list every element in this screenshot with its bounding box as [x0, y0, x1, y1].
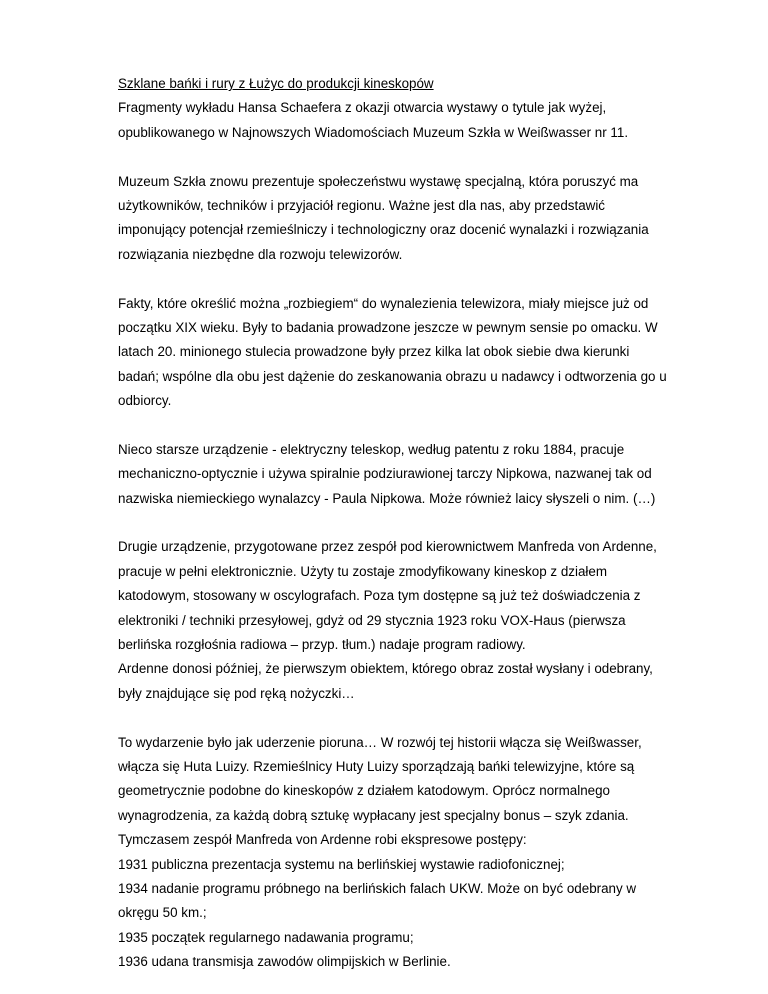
- paragraph-5-line: geometrycznie podobne do kineskopów z działem katodowym. Oprócz normalnego: [118, 783, 610, 799]
- paragraph-1-line: Muzeum Szkła znowu prezentuje społeczeństwu wystawę specjalną, która poruszyć ma: [118, 173, 639, 189]
- timeline-item: 1931 publiczna prezentacja systemu na berlińskiej wystawie radiofonicznej;: [118, 856, 565, 872]
- paragraph-2-line: badań; wspólne dla obu jest dążenie do zeskanowania obrazu u nadawcy i odtworzenia go u: [118, 368, 667, 384]
- paragraph-4-line: były znajdujące się pod ręką nożyczki…: [118, 685, 355, 701]
- paragraph-3-line: mechaniczno-optycznie i używa spiralnie podziurawionej tarczy Nipkowa, nazwanej tak od: [118, 466, 652, 482]
- timeline-item: 1936 udana transmisja zawodów olimpijskich w Berlinie.: [118, 954, 451, 970]
- paragraph-3-line: Nieco starsze urządzenie - elektryczny teleskop, według patentu z roku 1884, pracuje: [118, 441, 625, 457]
- timeline-item: okręgu 50 km.;: [118, 905, 207, 921]
- paragraph-gap: [118, 413, 678, 437]
- document-page: [118, 72, 678, 974]
- paragraph-2-line: odbiorcy.: [118, 393, 172, 409]
- paragraph-5-line: włącza się Huta Luizy. Rzemieślnicy Huty Luizy sporządzają bańki telewizyjne, które są: [118, 758, 635, 774]
- paragraph-gap: [118, 706, 678, 730]
- document-title: Szklane bańki i rury z Łużyc do produkcji kineskopów: [118, 76, 434, 91]
- paragraph-5-line: Tymczasem zespół Manfreda von Ardenne robi ekspresowe postępy:: [118, 832, 527, 848]
- timeline-item: 1934 nadanie programu próbnego na berlińskich falach UKW. Może on być odebrany w: [118, 880, 637, 896]
- paragraph-5-line: To wydarzenie było jak uderzenie pioruna… W rozwój tej historii włącza się Weißwasser,: [118, 734, 642, 750]
- paragraph-1-line: rozwiązania niezbędne dla rozwoju telewizorów.: [118, 246, 403, 262]
- paragraph-4-line: pracuje w pełni elektronicznie. Użyty tu zostaje zmodyfikowany kineskop z działem: [118, 563, 607, 579]
- paragraph-1-line: imponujący potencjał rzemieślniczy i technologiczny oraz docenić wynalazki i rozwiązania: [118, 222, 649, 238]
- paragraph-1-line: użytkowników, techników i przyjaciół regionu. Ważne jest dla nas, aby przedstawić: [118, 197, 605, 213]
- paragraph-gap: [118, 267, 678, 291]
- paragraph-2-line: Fakty, które określić można „rozbiegiem“ do wynalezienia telewizora, miały miejsce już od: [118, 295, 649, 311]
- paragraph-4-line: elektroniki / techniki przesyłowej, gdyż od 29 stycznia 1923 roku VOX-Haus (pierwsza: [118, 612, 626, 628]
- intro-line: opublikowanego w Najnowszych Wiadomościach Muzeum Szkła w Weißwasser nr 11.: [118, 124, 629, 140]
- paragraph-gap: [118, 511, 678, 535]
- paragraph-3-line: nazwiska niemieckiego wynalazcy - Paula Nipkowa. Może również laicy słyszeli o nim. (…): [118, 490, 656, 506]
- paragraph-gap: [118, 145, 678, 169]
- paragraph-2-line: początku XIX wieku. Były to badania prowadzone jeszcze w pewnym sensie po omacku. W: [118, 319, 658, 335]
- paragraph-4-line: Drugie urządzenie, przygotowane przez zespół pod kierownictwem Manfreda von Ardenne,: [118, 539, 657, 555]
- paragraph-4-line: Ardenne donosi później, że pierwszym obiektem, którego obraz został wysłany i odebrany,: [118, 661, 653, 677]
- paragraph-4-line: katodowym, stosowany w oscylografach. Poza tym dostępne są już też doświadczenia z: [118, 588, 641, 604]
- paragraph-5-line: wynagrodzenia, za każdą dobrą sztukę wypłacany jest specjalny bonus – szyk zdania.: [118, 807, 629, 823]
- paragraph-2-line: latach 20. minionego stulecia prowadzone były przez kilka lat obok siebie dwa kierunki: [118, 344, 630, 360]
- timeline-item: 1935 początek regularnego nadawania programu;: [118, 929, 414, 945]
- paragraph-4-line: berlińska rozgłośnia radiowa – przyp. tłum.) nadaje program radiowy.: [118, 636, 526, 652]
- intro-line: Fragmenty wykładu Hansa Schaefera z okazji otwarcia wystawy o tytule jak wyżej,: [118, 100, 607, 116]
